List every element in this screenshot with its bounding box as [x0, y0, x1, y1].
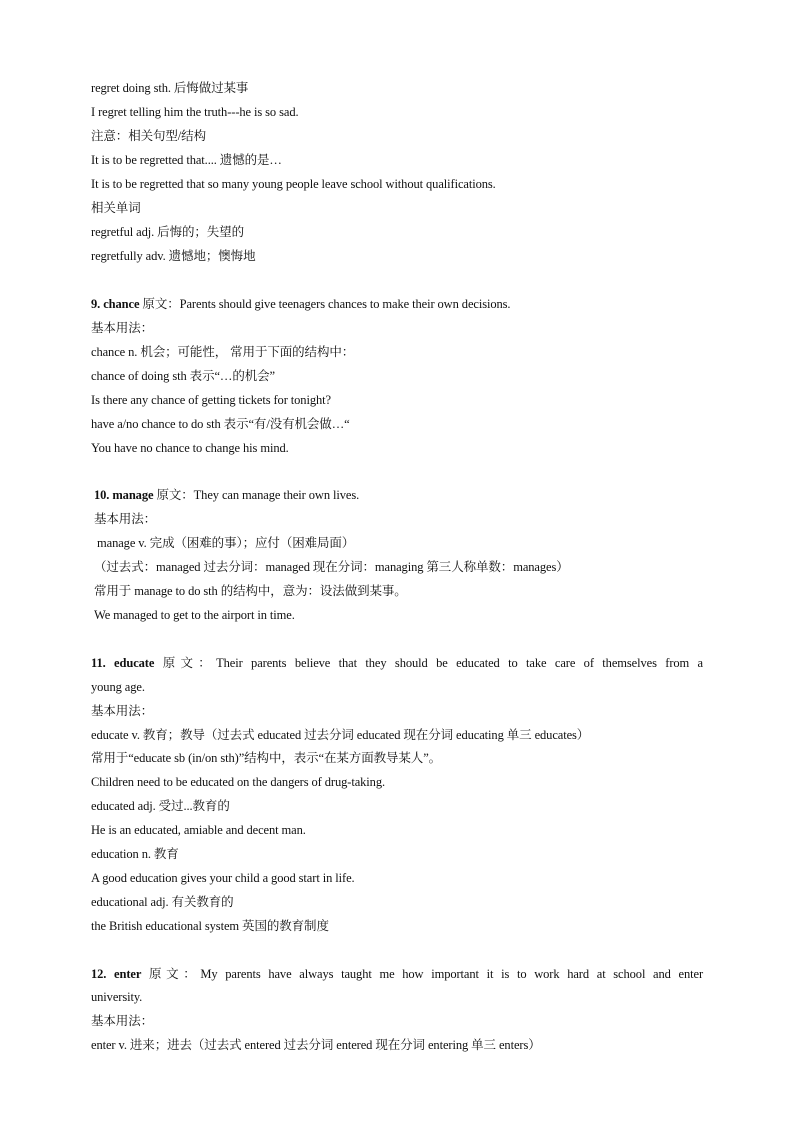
- text-line: 基本用法：: [94, 512, 157, 526]
- text-line: He is an educated, amiable and decent man.: [91, 823, 306, 837]
- text-line: I regret telling him the truth---he is so sad.: [91, 105, 299, 119]
- text-line: A good education gives your child a good start in life.: [91, 871, 355, 885]
- text-line: （过去式：managed 过去分词：managed 现在分词：managing 第三人称单数：manages）: [94, 560, 569, 574]
- section-heading-enter: [91, 966, 703, 982]
- text-line: Children need to be educated on the dangers of drug-taking.: [91, 775, 386, 789]
- text-line: have a/no chance to do sth 表示“有/没有机会做…“: [91, 417, 350, 431]
- heading-number: 9. chance: [91, 297, 140, 311]
- section-heading-manage: [94, 487, 706, 503]
- section-heading-educate: [91, 655, 703, 671]
- text-line: You have no chance to change his mind.: [91, 441, 289, 455]
- text-line: 基本用法：: [91, 704, 154, 718]
- text-line: Is there any chance of getting tickets for tonight?: [91, 393, 331, 407]
- text-line: It is to be regretted that.... 遗憾的是…: [91, 153, 282, 167]
- text-line: educational adj. 有关教育的: [91, 895, 234, 909]
- text-line: 基本用法：: [91, 321, 154, 335]
- heading-text: 原文：Parents should give teenagers chances to make their own decisions.: [139, 297, 511, 311]
- text-line: 常用于“educate sb (in/on sth)”结构中，表示“在某方面教导某人”。: [91, 751, 442, 765]
- heading-number: 12. enter: [91, 967, 142, 981]
- text-line: It is to be regretted that so many young people leave school without qualifications.: [91, 177, 496, 191]
- heading-number: 10. manage: [94, 488, 154, 502]
- text-line: educate v. 教育；教导（过去式 educated 过去分词 educated 现在分词 educating 单三 educates）: [91, 728, 590, 742]
- text-line: regret doing sth. 后悔做过某事: [91, 81, 249, 95]
- text-line: 基本用法：: [91, 1014, 154, 1028]
- text-line: chance of doing sth 表示“…的机会”: [91, 369, 275, 383]
- heading-continuation: university.: [91, 990, 143, 1004]
- text-line: 常用于 manage to do sth 的结构中，意为：设法做到某事。: [94, 584, 407, 598]
- text-line: chance n. 机会；可能性， 常用于下面的结构中：: [91, 345, 355, 359]
- text-line: 注意：相关句型/结构: [91, 129, 206, 143]
- text-line: manage v. 完成（困难的事）；应付（困难局面）: [97, 536, 355, 550]
- text-line: education n. 教育: [91, 847, 179, 861]
- text-line: the British educational system 英国的教育制度: [91, 919, 329, 933]
- heading-continuation: young age.: [91, 680, 145, 694]
- section-heading-chance: [91, 296, 703, 312]
- text-line: enter v. 进来；进去（过去式 entered 过去分词 entered 现在分词 entering 单三 enters）: [91, 1038, 541, 1052]
- text-line: 相关单词: [91, 201, 141, 215]
- text-line: regretfully adv. 遗憾地；懊悔地: [91, 249, 256, 263]
- heading-number: 11. educate: [91, 656, 155, 670]
- text-line: We managed to get to the airport in time.: [94, 608, 295, 622]
- heading-text: 原文：They can manage their own lives.: [153, 488, 360, 502]
- heading-text: 原文：My parents have always taught me how important it is to work hard at school and enter: [141, 967, 704, 981]
- text-line: regretful adj. 后悔的；失望的: [91, 225, 244, 239]
- text-line: educated adj. 受过...教育的: [91, 799, 230, 813]
- heading-text: 原文：Their parents believe that they should be educated to take care of themselves from a: [154, 656, 704, 670]
